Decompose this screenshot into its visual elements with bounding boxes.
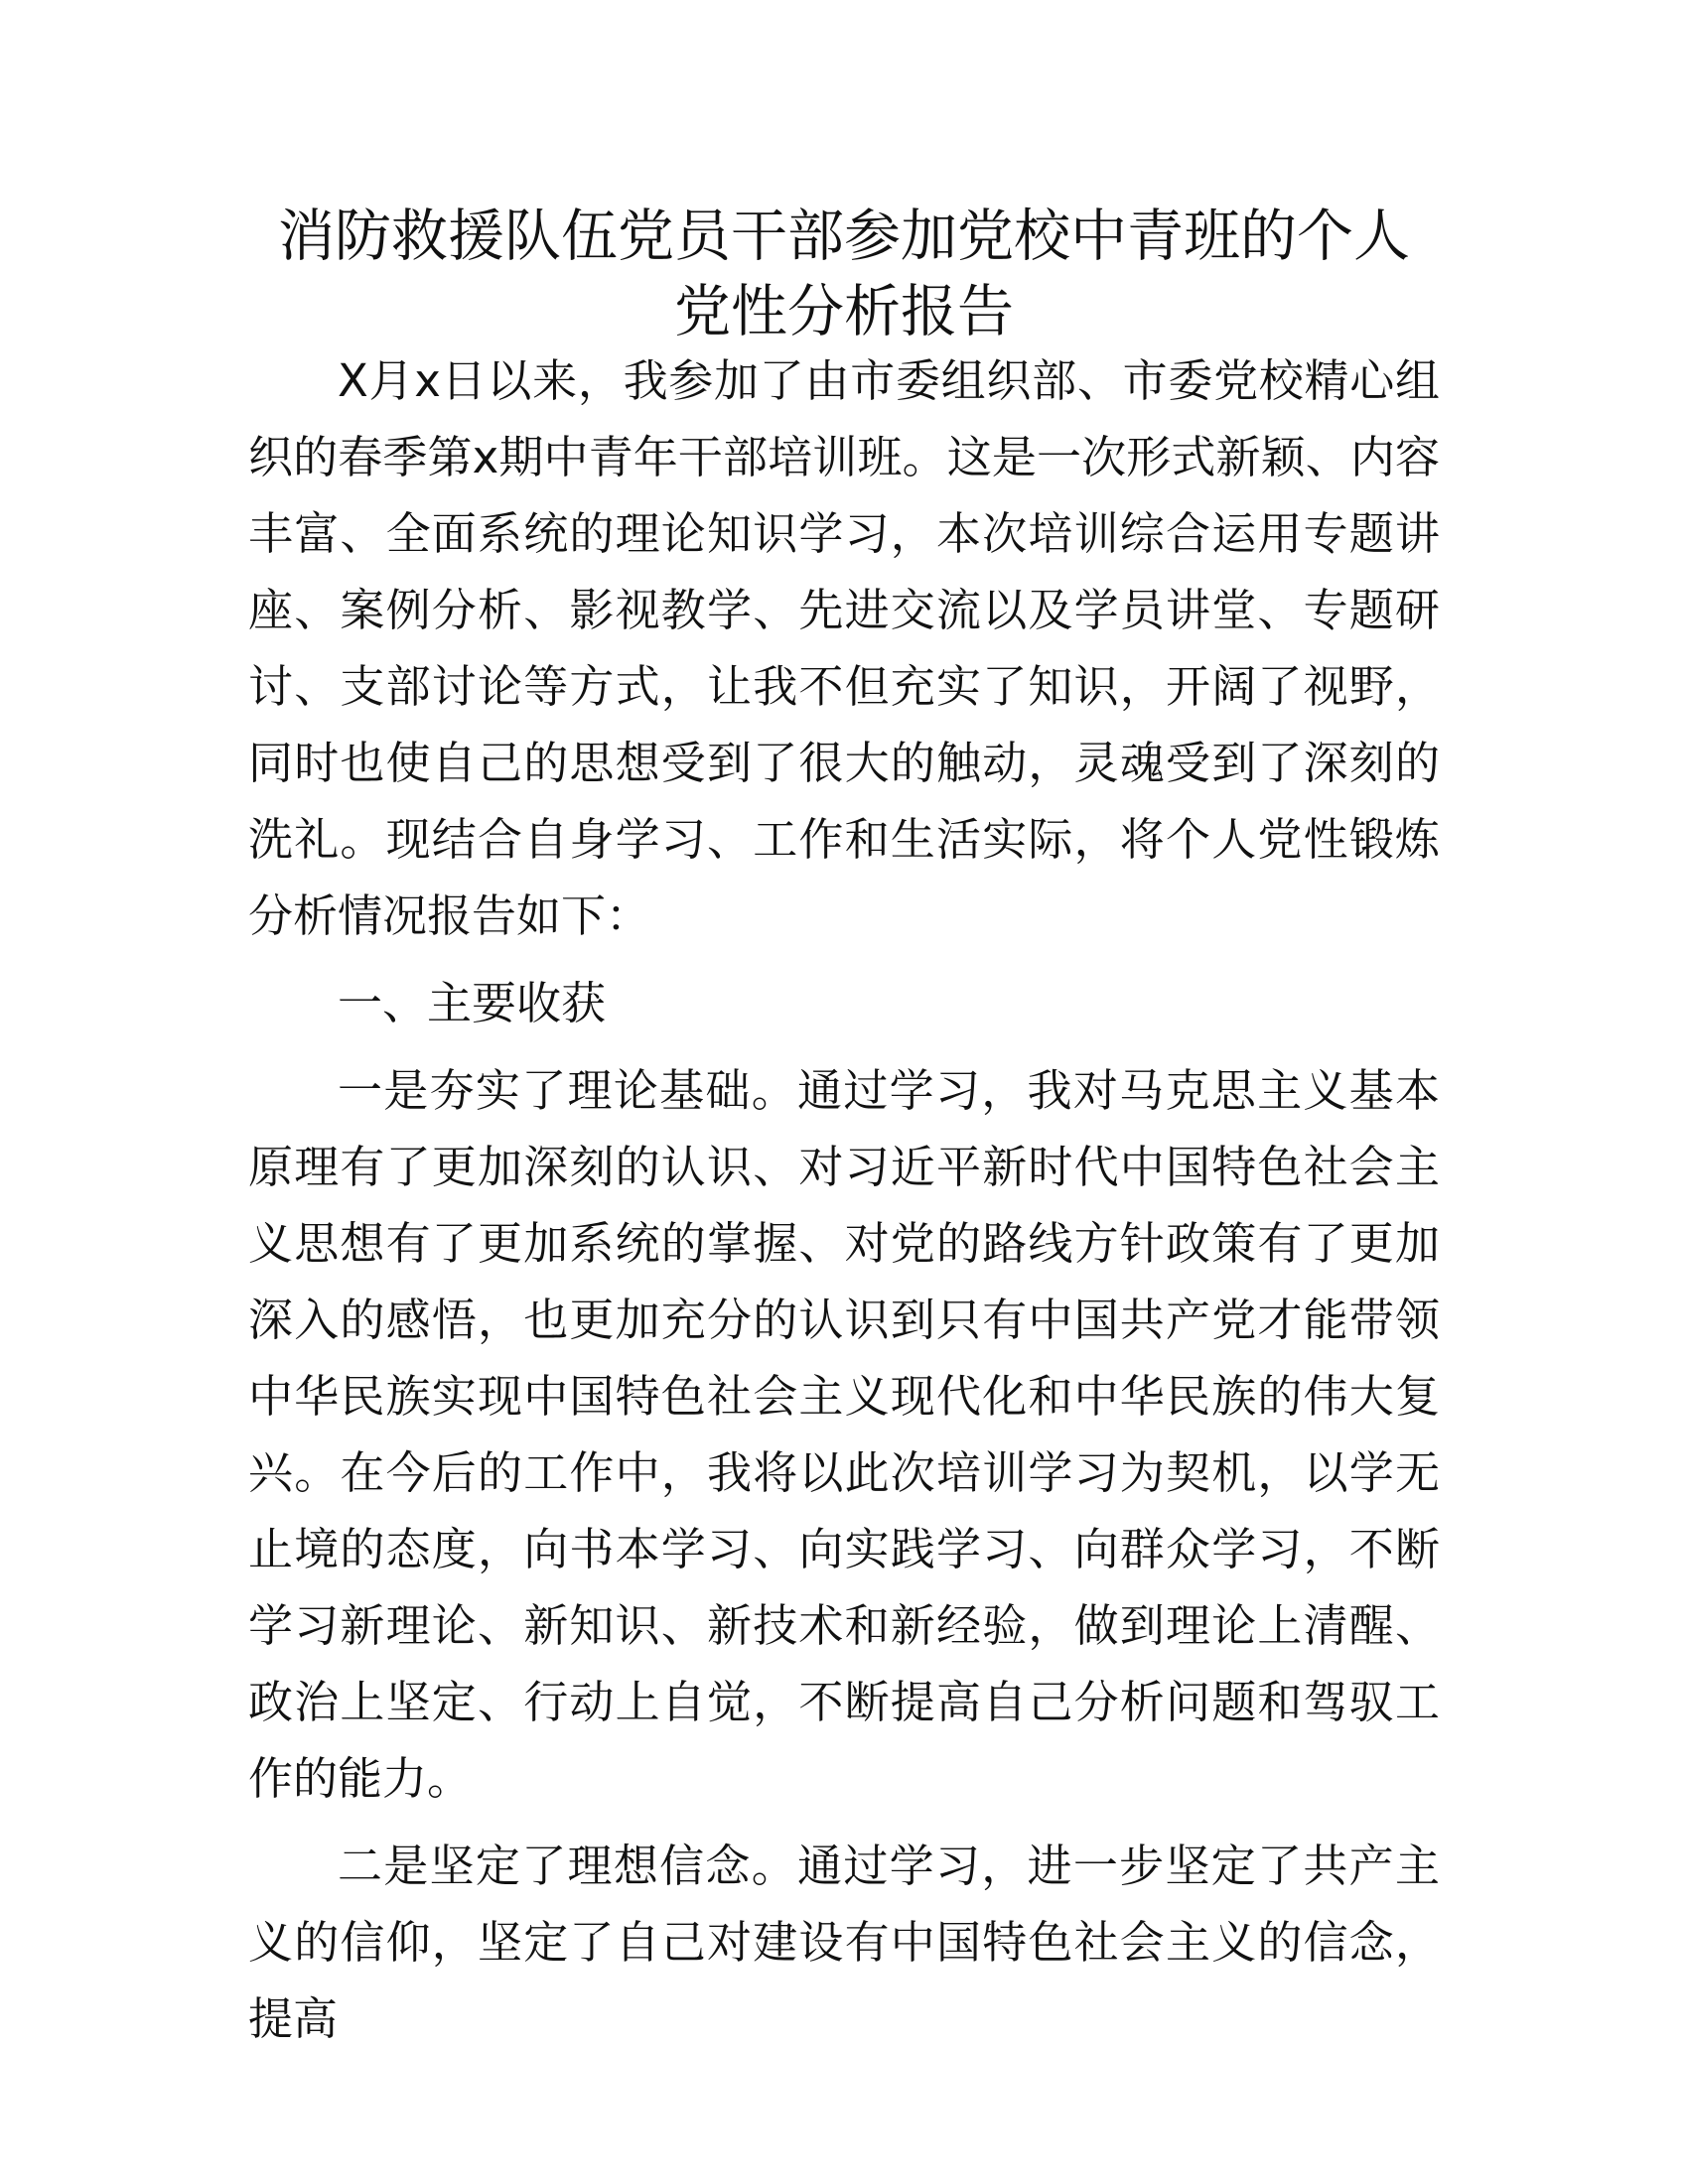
title-line-1: 消防救援队伍党员干部参加党校中青班的个人 [278, 204, 1410, 269]
intro-paragraph: X月x日以来，我参加了由市委组织部、市委党校精心组织的春季第x期中青年干部培训班。这是一次形式新颖、内容丰富、全面系统的理论知识学习，本次培训综合运用专题讲座、案例分析、影视教学、先进交流以及学员讲堂、专题研讨、支部讨论等方式，让我不但充实了知识，开阔了视野，同时也使自己的思想受到了很大的触动，灵魂受到了深刻的洗礼。现结合自身学习、工作和生活实际，将个人党性锻炼分析情况报告如下： [248, 354, 1440, 942]
title-line-2: 党性分析报告 [674, 279, 1014, 344]
point-one-paragraph: 一是夯实了理论基础。通过学习，我对马克思主义基本原理有了更加深刻的认识、对习近平新时代中国特色社会主义思想有了更加系统的掌握、对党的路线方针政策有了更加深入的感悟，也更加充分的认识到只有中国共产党才能带领中华民族实现中国特色社会主义现代化和中华民族的伟大复兴。在今后的工作中，我将以此次培训学习为契机，以学无止境的态度，向书本学习、向实践学习、向群众学习，不断学习新理论、新知识、新技术和新经验，做到理论上清醒、政治上坚定、行动上自觉，不断提高自己分析问题和驾驭工作的能力。 [248, 1064, 1440, 1805]
document-body [248, 342, 1440, 2068]
document-title [248, 199, 1440, 349]
section-heading-main-gains: 一、主要收获 [338, 977, 607, 1029]
point-two-paragraph: 二是坚定了理想信念。通过学习，进一步坚定了共产主义的信仰，坚定了自己对建设有中国特色社会主义的信念，提高 [248, 1840, 1440, 2045]
